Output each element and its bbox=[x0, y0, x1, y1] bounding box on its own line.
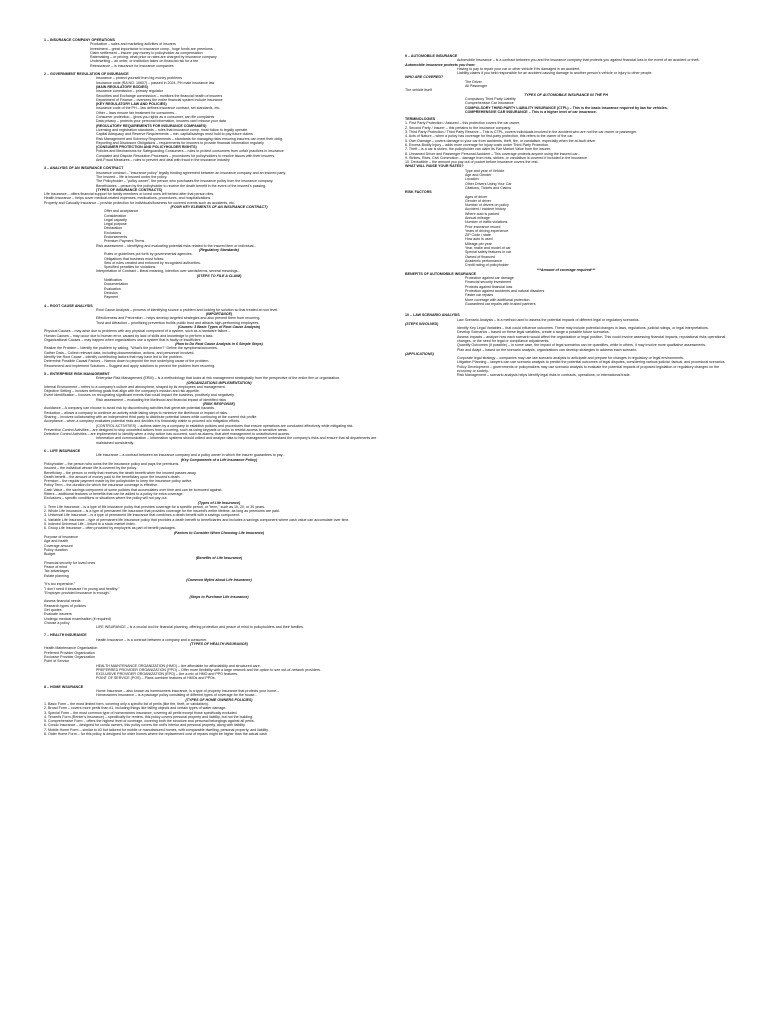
list-item: Effectiveness and Prevention – helps develop targeted strategies and also prevent them from recurring. bbox=[96, 316, 261, 321]
subheading: (Factors to Consider When Choosing Life Insurance) bbox=[173, 530, 265, 535]
list-item: Coverage amount bbox=[44, 543, 73, 548]
list-item: 2. Second Party / Insurer – this pertains to the insurance company. bbox=[405, 125, 512, 130]
list-item: Policy Development – governments or policymakers may use scenario analysis to evaluate the potential impacts of proposed legislation or regulatory changes on the economy or society. bbox=[457, 364, 720, 374]
list-item: Ratemaking – or pricing, what price or rates are charged by insurance company bbox=[90, 55, 217, 60]
subheading: (REGULATORY REQUIREMENTS FOR INSURANCE COMPANIES) bbox=[96, 123, 207, 128]
subheading: (KEY REGULATORY LAW AND POLICIES) bbox=[96, 102, 167, 107]
list-item: Exclusions – specific conditions or situations where the policy will not pay out. bbox=[44, 496, 168, 501]
subheading: (Common Myths about Life Insurance) bbox=[186, 577, 252, 582]
list-item: Insurance contract – "insurance policy" legally binding agreement between an insurance company and an insured party. bbox=[96, 170, 287, 175]
list-item: LIFE INSURANCE – is a crucial tool for financial planning, offering protection and peace of mind to policyholders and their families. bbox=[96, 625, 304, 630]
subheading: (Key Components of a Life Insurance Policy) bbox=[180, 457, 258, 462]
left-column bbox=[44, 34, 394, 736]
list-item: 4. Variable Life Insurance – type of permanent life insurance policy that provides a death benefit to beneficiaries and includes a savings component where cash value can accumulate over time. bbox=[44, 517, 350, 522]
subheading: TERMINOLOGIES bbox=[405, 117, 436, 122]
list-item: Underwriting – an order, or institution takes on financial risk for a fee bbox=[90, 59, 199, 64]
section-heading: 2 – GOVERNMENT REGULATION OF INSURANCE bbox=[44, 72, 129, 77]
list-item: 5. Own Damage – covers damage to your car from accidents, theft, fire, or vandalism, especially when the at-fault driver bbox=[405, 138, 596, 143]
subheading: (TYPES OF HEALTH INSURANCE) bbox=[190, 642, 248, 647]
list-item: Beneficiary – the person or entity that receives the death benefit when the insured passes away. bbox=[44, 470, 197, 475]
subheading: ***Amount of coverage required*** bbox=[536, 267, 596, 272]
list-item: Health Insurance – helps cover medical-related expenses, medications, procedures, and hospitalizations. bbox=[44, 196, 212, 201]
list-item: The Insured – life is insured under the policy. bbox=[96, 174, 168, 179]
list-item: Human Causes – may occur due to human error, caused by lack of skills and knowledge to perform a task. bbox=[44, 333, 214, 338]
section-insurance-operations bbox=[44, 38, 394, 68]
list-item: Trust and Attraction – prioritizing prevention builds public trust and attracts high-performing employees. bbox=[96, 320, 260, 325]
list-item: Choose a policy bbox=[44, 620, 70, 625]
list-item: Information and communication – Information systems should collect and analyze data to help management understand the company's risks and ensure that all departments are maintained consistently. bbox=[96, 436, 377, 445]
list-item: Documentation bbox=[104, 282, 129, 287]
list-item: Insurance – protect yourself from big money problems bbox=[96, 76, 182, 81]
list-item: Comprehensive Car Insurance bbox=[465, 101, 514, 106]
list-item: Age and Gender bbox=[465, 173, 492, 178]
list-item: Having to pay to repair your car or other vehicle if its damaged in an accident. bbox=[457, 66, 581, 71]
list-item: Risk Management – scenario analysis helps identify legal risks in contracts, operations, or international trade. bbox=[457, 373, 631, 378]
section-root-cause-analysis bbox=[44, 304, 394, 368]
list-item: Risk Management and Solvency Requirements – standards for managing risks ensuring insurers can meet their oblig. bbox=[96, 136, 283, 141]
subheading: (MAIN REGULATORY BODIES) bbox=[96, 84, 148, 89]
section-government-regulation bbox=[44, 72, 394, 162]
list-item: Interpretation of Contract – literal meaning, intention over words/terms, several meanings... bbox=[96, 269, 241, 274]
list-item: Develop Scenarios – based on these legal variables, create a range a possible future scenarios. bbox=[457, 330, 610, 335]
list-item: Internal Environment – refers to a company's culture and atmosphere, shaped by its employees and management. bbox=[44, 384, 226, 389]
list-item: Consumer protection – gives you rights as a consumer, can file complaints bbox=[96, 115, 215, 120]
section-heading: 6 – LIFE INSURANCE bbox=[44, 449, 81, 454]
list-item: Decision bbox=[104, 290, 118, 295]
list-item: Sharing – involves collaborating with an independent third party to distribute potential losses while continuing at the current risk profile. bbox=[44, 414, 258, 419]
section-heading: 3 – ANALYSIS OF AN INSURANCE CONTRACT bbox=[44, 166, 124, 171]
list-item: Insurance code (RA NO. 10607) – passed in 2024, PH main insurance law bbox=[96, 80, 215, 85]
list-item: Undergo medical examination (if required) bbox=[44, 616, 111, 621]
subheading: (FOUR KEY ELEMENTS OF AN INSURANCE CONTRACT) bbox=[170, 204, 268, 209]
list-item: Life insurance – a contract between an insurance company and a policy owner in which the insurer guarantees to pay... bbox=[96, 453, 286, 458]
section-heading: 8 – HOME INSURANCE bbox=[44, 684, 84, 689]
section-heading: 1 – INSURANCE COMPANY OPERATIONS bbox=[44, 38, 115, 42]
list-item: Purpose of insurance bbox=[44, 534, 78, 539]
list-item: Organizational Causes – may happen when organizations use a system that is faulty or insufficient. bbox=[44, 337, 202, 342]
list-item: Plan and Adapt – based on the scenario analysis, organizations can develop strategies to address each scenario. bbox=[457, 347, 638, 352]
section-health-insurance bbox=[44, 633, 394, 680]
list-item: Guaranteed car repairs with trusted partners bbox=[465, 301, 536, 306]
list-item: Liability claims if you held responsible for an accident causing damage to another person's vehicle or injury to other people. bbox=[457, 71, 653, 76]
subheading: (ORGANIZATIONS IMPLEMENTATION) bbox=[186, 380, 252, 385]
list-item: Insured – the individual whose life is covered by the policy. bbox=[44, 466, 138, 471]
list-item: POINT OF SERVICE (POS) – Plans combine features of HMOs and PPOs. bbox=[96, 676, 216, 681]
list-item: Protects against financial loss bbox=[465, 284, 513, 289]
section-heading: 9 – AUTOMOBILE INSURANCE bbox=[405, 54, 458, 58]
list-item: Law Scenario Analysis – is a method used to assess the potential impacts of different legal or regulatory scenarios. bbox=[457, 317, 640, 322]
subheading: (STEPS INVOLVED) bbox=[405, 321, 439, 326]
list-item: Root Cause Analysis – process of identifying source a problem and looking for solution so that treated at root level. bbox=[96, 307, 279, 312]
list-item: Specified penalties for violations. bbox=[104, 265, 157, 270]
list-item: Investment – great importance to insurance comp., huge funds are premiums bbox=[90, 46, 213, 51]
list-item: Years of driving experience bbox=[465, 228, 509, 233]
list-item: Event Identification – focuses on recognizing significant events that could impact the business, positively and negatively. bbox=[44, 393, 235, 398]
list-item: COMPREHENSIVE CAR INSURANCE – This is a higher level of car insurance. bbox=[465, 109, 597, 114]
list-item: Legal capacity bbox=[104, 217, 127, 222]
list-item: Reinsurance – is insurance for insurance companies bbox=[90, 63, 174, 68]
list-item: Reporting and Disclosure Obligations – requirements for insurers to provide financial information regularly bbox=[96, 140, 264, 145]
section-life-insurance bbox=[44, 449, 394, 629]
list-item: Estate planning bbox=[44, 573, 69, 578]
subheading: (TYPES OF INSURANCE CONTRACTS) bbox=[96, 187, 163, 192]
list-item: Insurance commission – primary regulator bbox=[96, 89, 163, 94]
section-heading: 7 – HEALTH INSURANCE bbox=[44, 633, 87, 638]
list-item: Location bbox=[465, 177, 479, 182]
list-item: Evaluation bbox=[104, 286, 121, 291]
list-item: Gender of driver bbox=[465, 198, 491, 203]
list-item: Avoidance – A company can choose to avoid risk by discontinuing activities that generate potential hazards. bbox=[44, 406, 215, 411]
list-item: Financial security investment bbox=[465, 280, 512, 285]
list-item: EXCLUSIVE PROVIDER ORGANIZATION (EPO) – Are a mix of HMO and PPO features. bbox=[96, 672, 238, 677]
list-item: Enterprise Risk Management (ERM) – is a methodology that looks at risk management strategically from the perspective of the entire firm or organization. bbox=[96, 376, 341, 381]
list-item: Where auto is parked bbox=[465, 211, 500, 216]
list-item: Notification bbox=[104, 278, 122, 283]
list-item: 7. Mobile Home Form – similar to #3 but tailored for mobile or manufactured homes, with comparable dwelling, personal property, and liability. bbox=[44, 727, 269, 732]
list-item: Department of Finance – oversees the entire financial system include insurance bbox=[96, 97, 223, 102]
list-item: Riders – additional features or benefits that can be added to a policy for extra coverage. bbox=[44, 491, 184, 496]
list-item: The Driver bbox=[465, 79, 482, 84]
list-item: "It's too expensive." bbox=[44, 582, 76, 587]
list-item: Risk assessment – identifying and evaluating potential risks related to the insured item or individual... bbox=[96, 243, 257, 248]
list-item: Protection against car damage bbox=[465, 276, 514, 281]
subheading: (Types of Life Insurance) bbox=[197, 500, 241, 505]
list-item: Faster car repairs bbox=[465, 293, 494, 298]
list-item: Sets of rules created and enforced by recognized authorities. bbox=[104, 260, 201, 265]
list-item: Number of traffic violations bbox=[465, 220, 508, 225]
section-heading: 10 – LAW SCENARIO ANALYSIS bbox=[405, 313, 460, 318]
list-item: 3. Third Party Protection / Third Party Reserve – This is CTPL, covers individuals involved in the accident who are not the car owner or passenger. bbox=[405, 130, 638, 135]
list-item: Get quotes bbox=[44, 608, 62, 612]
list-item: Payment bbox=[104, 295, 119, 300]
list-item: Consideration bbox=[104, 213, 127, 218]
list-item: Detective Control Activities – are implemented to identify when a risky action has occurred, such as alarms, that alert management to unauthorized access. bbox=[44, 432, 291, 437]
list-item: Credit rating of policyholder bbox=[465, 263, 509, 268]
list-item: Point of Service bbox=[44, 659, 70, 664]
list-item: Number of drivers on policy bbox=[465, 203, 509, 208]
list-item: 2. Whole Life Insurance – is a type of permanent life insurance that provides coverage for the insured's entire lifetime, as long as premiums are paid. bbox=[44, 509, 280, 514]
list-item: Identify the Root Cause – Identify contributing factors that may have led to the problem. bbox=[44, 355, 183, 360]
list-item: Determine Possible Causal Factors – Narrow down to pinpoint the true underlying cause of the problem. bbox=[44, 359, 210, 364]
list-item: Automobile Insurance – is a contract between you and the insurance company that protects you against financial loss in the event of an accident or theft. bbox=[457, 58, 700, 63]
list-item: Objective Setting – involves defining goals that align with the company's mission and risk appetite. bbox=[44, 389, 200, 394]
subheading: BENEFITS OF AUTOMOBILE INSURANCE bbox=[405, 271, 477, 276]
list-item: Obligations that business must follow. bbox=[104, 256, 164, 261]
list-item: 6. Excess Bodily Injury – adds more coverage for injury costs under Third-Party Protection. bbox=[405, 142, 550, 147]
list-item: Other – laws ensure fair treatment for consumers... bbox=[96, 110, 178, 115]
list-item: 2. Broad Form – covers more perils than #1, including things like falling objects and certain types of water damage. bbox=[44, 706, 227, 711]
subheading: Automobile insurance protects you from: bbox=[405, 62, 476, 67]
section-automobile-insurance bbox=[405, 54, 727, 306]
list-item: Beneficiaries – person by the policyholder to receive the death benefit in the event of the insured's passing. bbox=[96, 183, 267, 188]
list-item: ZIP Code / state bbox=[465, 233, 491, 238]
list-item: Year, make and model of car bbox=[465, 246, 511, 251]
list-item: Health Maintenance Organization bbox=[44, 646, 98, 651]
subheading: WHO ARE COVERED? bbox=[405, 75, 444, 80]
list-item: Policy Term – the duration for which the insurance coverage is effective. bbox=[44, 483, 159, 488]
list-item: Identify Key Legal Variables – that could influence outcomes. These may include potential changes in laws, regulations, judicial rulings, or legal interpretations. bbox=[457, 326, 709, 331]
list-item: Mileage per year bbox=[465, 241, 492, 246]
subheading: RISK FACTORS bbox=[405, 190, 432, 195]
list-item: Legal purpose bbox=[104, 222, 127, 227]
list-item: More coverage with additional protection bbox=[465, 297, 530, 302]
list-item: Tax advantages bbox=[44, 569, 70, 574]
list-item: Prior insurance record bbox=[465, 224, 501, 229]
list-item: Age and health bbox=[44, 539, 69, 544]
list-item: Endorsements bbox=[104, 235, 128, 240]
list-item: Policies and Mechanisms for Safeguarding Consumers – rules to protect consumers from unfair practices in insurance bbox=[96, 149, 284, 154]
list-item: Premium – the regular payment made by the policyholder to keep the insurance policy active. bbox=[44, 479, 193, 484]
list-item: Owned of financed bbox=[465, 254, 495, 259]
list-item: 1. Basic Form – the most limited form, covering only a specific list of perils (like fire, theft, or vandalism). bbox=[44, 701, 209, 706]
list-item: Corporate legal strategy – companies may use law scenario analysis to anticipate and prepare for changes in regulatory or legal environments. bbox=[457, 356, 684, 361]
list-item: Ages of driver bbox=[465, 194, 488, 199]
subheading: (IMPORTANCE) bbox=[205, 312, 233, 317]
list-item: Rules or guidelines put forth by governmental agencies. bbox=[104, 252, 193, 257]
list-item: Policy duration bbox=[44, 547, 68, 552]
list-item: Accident / incident history bbox=[465, 207, 506, 212]
right-column bbox=[405, 50, 727, 378]
list-item: Reduction – allows a company to continue an activity while taking steps to minimize the likelihood or impact of risks. bbox=[44, 410, 228, 415]
list-item: Research types of policies bbox=[44, 603, 86, 608]
list-item: HEALTH MAINTENANCE ORGANIZATION (HMO) – Are affordable for affordability and structured care. bbox=[96, 663, 261, 668]
list-item: Policyholder – the person who owns the life insurance policy and pays the premiums. bbox=[44, 461, 180, 466]
list-item: Declaration bbox=[104, 226, 123, 231]
list-item: Licensing and registration standards – rules that insurance comp. must follow to legally operate bbox=[96, 127, 248, 132]
list-item: Exclusive Provider Organization bbox=[44, 654, 95, 659]
list-item: Assess financial needs bbox=[44, 599, 81, 604]
list-item: Property and Casualty Insurance – provide protection for individuals/business for covered events such as accidents, etc. bbox=[44, 200, 235, 205]
list-item: Claim settlement – insurer pay money to policyholder as compensation bbox=[90, 50, 203, 55]
list-item: Cash Value – the savings component of some policies that accumulates over time and can be borrowed against. bbox=[44, 487, 223, 492]
list-item: 10. Deductible – the amount you pay out of pocket before insurance covers the rest. bbox=[405, 160, 539, 165]
list-item: Academic performance bbox=[465, 258, 502, 263]
list-item: (CONTROL ACTIVITIES) – actions taken by a company to establish policies and procedures that ensure operations are conducted effectively while mitigating risk. bbox=[96, 423, 354, 428]
list-item: Peace of mind bbox=[44, 565, 67, 570]
list-item: Annual mileage bbox=[465, 215, 490, 220]
subheading: (Benefits of Life Insurance) bbox=[195, 556, 243, 561]
list-item: Recommend and Implement Solutions – Suggest and apply solutions to prevent the problem from recurring. bbox=[44, 363, 216, 368]
list-item: Preventive Control Activities – are designed to stop unwanted actions from occurring, such as using keypads or locks to restrict access to sensitive areas. bbox=[44, 427, 288, 432]
list-item: Production – sales and marketing activities of insurers bbox=[90, 42, 176, 47]
list-item: Offer and acceptance bbox=[104, 209, 139, 214]
list-item: Insurance code of the PH – law defines insurance contract, set standards, etc. bbox=[96, 106, 221, 111]
list-item: Citations, Tickets and Claims bbox=[465, 185, 512, 190]
list-item: The vehicle itself bbox=[405, 88, 432, 93]
list-item: 4. Acts of Nature – when a policy has coverage for first-party protection, this refers to the owner of the car. bbox=[405, 134, 574, 139]
list-item: "Employer-provided insurance is enough." bbox=[44, 590, 111, 595]
list-item: Litigation Planning – lawyers can use scenario analysis to predict the potential outcomes of legal disputes, considering various judicial, factual, and procedural scenarios. bbox=[457, 360, 726, 365]
list-item: The Policyholder – "policy owner", the person who purchases the insurance policy from the insurance company. bbox=[96, 179, 274, 184]
list-item: 5. Indexed Universal Life – linked to a stock market index. bbox=[44, 522, 136, 527]
section-heading: 5 – ENTERPRISE RISK MANAGEMENT bbox=[44, 371, 110, 376]
list-item: 9. Strikes, Riots, Civil Commotion – damage from riots, strikes, or vandalism is covered if included in the insurance bbox=[405, 155, 587, 160]
section-heading: 4 – ROOT CAUSE ANALYSIS bbox=[44, 303, 93, 308]
list-item: 8. Unnamed Driver and Passenger Personal Accident – This coverage protects anyone using the insured car... bbox=[405, 151, 581, 156]
list-item: Financial security for loved ones bbox=[44, 560, 96, 565]
list-item: 4. Tenant's Form (Renter's Insurance) – specifically for renters, this policy covers personal property and liability, but not the building. bbox=[44, 714, 253, 719]
subheading: (Steps to Purchase Life Insurance) bbox=[189, 595, 249, 600]
subheading: TYPES OF AUTOMOBILE INSURANCE IN THE PH bbox=[524, 92, 608, 97]
list-item: 1. First Party Protection / Assured – this protection covers the car owner. bbox=[405, 121, 521, 126]
subheading: (Regulatory Standards) bbox=[199, 247, 239, 252]
list-item: Gather Data – Collect relevant data, including documentation, actions, and personnel involved. bbox=[44, 350, 195, 355]
list-item: 1. Term Life Insurance – is a type of life insurance policy that provides coverage for a specific period, or "term," such as 10, 20, or 30 years. bbox=[44, 504, 266, 509]
list-item: PREFERRED PROVIDER ORGANIZATION (PPO) – Offer more flexibility with a large network and the option to see out-of-network providers. bbox=[96, 667, 321, 672]
list-item: Death benefit – the amount of money paid to the beneficiary upon the insured's death. bbox=[44, 474, 181, 479]
subheading: (APPLICATIONS) bbox=[405, 351, 434, 356]
section-home-insurance bbox=[44, 685, 394, 737]
list-item: All Passenger bbox=[465, 84, 488, 89]
list-item: Assess Impacts – analyze how each scenario would affect the organization or legal position. This could involve assessing financial impacts, reputational risks operational changes, or the need for legal or compliance adjustments. bbox=[457, 334, 726, 343]
list-item: 3. Special Form – the most common type of homeowners insurance, covering all perils except those specifically excluded. bbox=[44, 710, 238, 715]
list-item: Evaluate insurers bbox=[44, 612, 72, 617]
list-item: Home Insurance – also known as homeowners insurance, is a type of property insurance that protects your home... bbox=[96, 689, 280, 694]
list-item: 3. Universal Life Insurance – is a type of permanent life insurance that combines a death benefit with a savings component. bbox=[44, 513, 240, 518]
list-item: Compulsory Third Party Liability bbox=[465, 96, 516, 101]
list-item: Physical Causes – may arise due to problems with any physical component of a system, such as a hardware failure... bbox=[44, 329, 231, 334]
subheading: WHAT WILL RAISE YOUR RATES? bbox=[405, 164, 464, 169]
list-item: Health Insurance – is a contract between a company and a consumer. bbox=[96, 637, 208, 642]
list-item: Securities and Exchange commission – monitors the financial health of insurers bbox=[96, 93, 223, 98]
list-item: 6. Condo Insurance – designed for condo owners, this policy covers the unit's interior and personal property, along with liability. bbox=[44, 723, 246, 728]
list-item: Budget bbox=[44, 552, 56, 557]
subheading: (RISK RESPONSE) bbox=[203, 402, 235, 407]
subheading: (STEPS TO FILE A CLAIM) bbox=[196, 273, 242, 278]
list-item: Life Insurance – offers financial support for family members or loved ones left behind after that person dies. bbox=[44, 192, 215, 197]
section-law-scenario-analysis bbox=[405, 313, 727, 377]
subheading: (TYPES OF HOME OWNERS POLICIES) bbox=[185, 697, 253, 702]
list-item: Complaint and Dispute Resolution Processes – procedures for policyholders to resolve issues with their insurers bbox=[96, 153, 275, 158]
list-item: 5. Comprehensive Form – offers the highest level of coverage, covering both the structure and personal belongings against all perils. bbox=[44, 719, 255, 724]
list-item: Other Drivers Using Your Car bbox=[465, 181, 512, 186]
list-item: Type and year of Vehicle bbox=[465, 168, 505, 173]
section-enterprise-risk bbox=[44, 372, 394, 445]
list-item: Protection against accidents and natural disasters bbox=[465, 289, 545, 294]
list-item: Homeowners Insurance – is a package policy consisting of different types of coverage for the house... bbox=[96, 693, 258, 698]
list-item: How auto is used bbox=[465, 237, 493, 242]
list-item: "I don't need it because I'm young and healthy." bbox=[44, 586, 120, 591]
list-item: 6. Group Life Insurance – often provided by employers as part of benefit packages. bbox=[44, 526, 176, 531]
list-item: Special safety features in car bbox=[465, 250, 512, 255]
subheading: (CONSUMER PROTECTION AND POLICYHOLDER RIGHTS) bbox=[96, 145, 197, 150]
list-item: Quantify Outcomes (if possible) – in some case, the impact of legal scenarios can be quantifies, while in others, it may involve more qualitative assessments. bbox=[457, 343, 707, 348]
section-insurance-contract bbox=[44, 166, 394, 299]
list-item: COMPULSORY THIRD PARTY LIABILITY INSURANCE (CTPL) – This is the basic insurance required by law for vehicles. bbox=[465, 105, 668, 110]
list-item: Premium Payment Terms bbox=[104, 239, 145, 244]
list-item: Preferred Provider Organization bbox=[44, 650, 95, 655]
list-item: Realize the Problem – Identify the problem by asking, "What's the problem?" Define the symptoms/outcomes. bbox=[44, 346, 218, 351]
list-item: Capital Adequacy and Reserve Requirements – min. capital/savings must hold to pay future claims bbox=[96, 132, 253, 137]
subheading: (Causes: 3 Basic Types of Root Cause Analysis) bbox=[177, 325, 261, 329]
list-item: Data privacy – protects your personal information, insurers can't misuse your data bbox=[96, 119, 226, 124]
list-item: Acceptance – when a company evaluates potential risks and decides it is financially viable to proceed w/o mitigation efforts. bbox=[44, 419, 241, 424]
list-item: 8. Older Home Form – for this policy is designed for older homes where the replacement cost of repairs might be higher than the actual cash bbox=[44, 732, 267, 737]
list-item: Exclusions bbox=[104, 230, 122, 235]
subheading: (How to Do Root Cause Analysis in 6 Simple Steps) bbox=[175, 342, 263, 347]
list-item: 7. Theft – is a car is stolen, the policyholder can claim its Fair Market Value from the insurer. bbox=[405, 147, 551, 152]
list-item: Anti-Fraud Measures – rules to prevent and deal with fraud in the insurance industry bbox=[96, 158, 230, 163]
list-item: Risk assessment – evaluating the likelihood and financial impact of identified risks bbox=[96, 397, 227, 402]
